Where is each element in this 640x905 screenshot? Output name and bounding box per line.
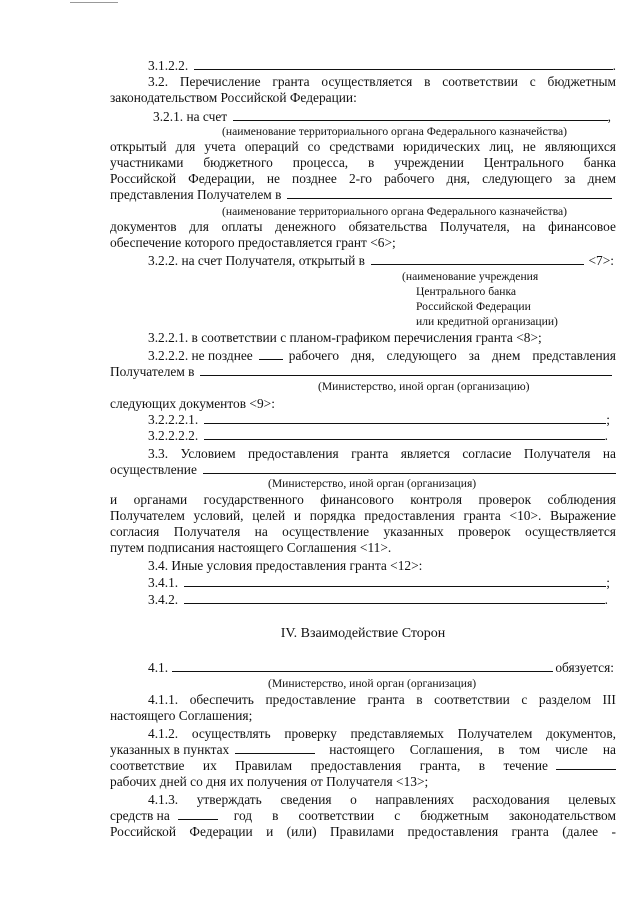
word: осуществление (282, 524, 370, 539)
word: условий, (193, 508, 244, 523)
word: за (468, 348, 480, 363)
word: (или) (286, 824, 317, 839)
word: разделом (538, 692, 591, 707)
word: бюджетного (203, 155, 273, 170)
word: рабочего (288, 348, 340, 363)
caption-treasury: (наименование территориального органа Федерального казначейства) (222, 125, 568, 138)
clause-4-1-3-line-3 (110, 824, 616, 840)
word: открытый (110, 139, 167, 154)
word: предоставления (248, 446, 339, 461)
word: обязательства (348, 219, 428, 234)
caption-ministry: (Министерство, иной орган (организация) (268, 677, 477, 690)
word: контроля (410, 492, 462, 507)
word: соответствии (442, 74, 518, 89)
word: проверку (284, 726, 337, 741)
word: сведения (280, 792, 332, 807)
word: направлениях (375, 792, 455, 807)
word: Получателя, (439, 219, 510, 234)
word: Получателем (110, 508, 185, 523)
scan-mark (70, 2, 118, 3)
word: 4.1.1. (148, 692, 179, 707)
word: Российской (110, 824, 176, 839)
word: денежного (275, 219, 336, 234)
treasury-blank (287, 187, 612, 199)
clause-3-2-2: 3.2.2. на счет Получателя, открытый в <7>: (148, 253, 614, 268)
word: оплаты (221, 219, 263, 234)
clause-3-2-2-2-2: 3.2.2.2.2. . (148, 428, 608, 443)
word: Правилами (329, 824, 395, 839)
clause-3-2-line-1 (148, 74, 616, 90)
word: финансового (320, 492, 394, 507)
word: документов, (546, 726, 616, 741)
word: - (611, 824, 616, 839)
word: средствами (329, 139, 395, 154)
word: юридических (403, 139, 481, 154)
year-blank (178, 808, 218, 820)
clause-3-2-2-1: 3.2.2.1. в соответствии с планом-графиком перечисления гранта <8>; (148, 330, 542, 345)
caption-ministry: (Министерство, иной орган (организация) (268, 477, 477, 490)
word: бюджетным (420, 808, 489, 823)
clause-3-4-2: 3.4.2. . (148, 592, 608, 607)
word: Условием (180, 446, 236, 461)
word: с (394, 808, 401, 823)
caption-treasury: (наименование территориального органа Федерального казначейства) (222, 205, 568, 218)
word: гранта (511, 824, 549, 839)
clause-3-2-2-2-1: 3.2.2.2.1. ; (148, 412, 610, 427)
word: утверждать (196, 792, 262, 807)
word: соответствии (298, 808, 375, 823)
word: бюджетным (547, 74, 616, 89)
clause-3-2-1-line-7: обеспечение которого предоставляется грант <6>; (110, 235, 396, 250)
word: следующего (386, 348, 457, 363)
word: <10>. (509, 508, 542, 523)
clause-3-4: 3.4. Иные условия предоставления гранта <12>: (148, 558, 423, 573)
word: предоставления (310, 758, 402, 773)
caption-bank-4: или кредитной организации) (416, 315, 558, 328)
word: 4.1.3. (148, 792, 179, 807)
word: 4.1.2. (148, 726, 179, 741)
clause-3-3-line-2: осуществление (110, 462, 616, 478)
word: Российской (110, 171, 176, 186)
word: проверок (478, 492, 532, 507)
word: числе (555, 742, 588, 757)
word: с (521, 692, 528, 707)
clause-3-2-2-2-line-3: следующих документов <9>: (110, 396, 275, 411)
clause-3-2-1-line-2 (110, 139, 616, 155)
word: Получателем (457, 726, 533, 741)
word: согласия (110, 524, 160, 539)
word: для (175, 139, 196, 154)
clause-3-2-2-2-line-2: Получателем в (110, 364, 612, 380)
word: участниками (110, 155, 184, 170)
word: финансовое (548, 219, 616, 234)
word: в (416, 692, 423, 707)
word: учета (204, 139, 236, 154)
clause-3-3-line-6: путем подписания настоящего Соглашения <11>. (110, 540, 392, 555)
ministry-blank (200, 364, 612, 376)
word: осуществлять (191, 726, 271, 741)
clause-3-2-2-2-line-1: 3.2.2.2. не позднее рабочего дня, следующего за днем представления (148, 348, 616, 363)
word: гранта, (419, 758, 461, 773)
word: указанных (383, 524, 444, 539)
clause-3-2-1-line-5: представления Получателем в (110, 187, 612, 203)
word: учреждении (394, 155, 464, 170)
word: Правилам (235, 758, 293, 773)
word: не (522, 139, 536, 154)
word: является (400, 446, 450, 461)
word: документов (110, 219, 177, 234)
clause-4-1-2-line-4: рабочих дней со дня их получения от Получателя <13>; (110, 774, 429, 789)
word: о (350, 792, 357, 807)
word: банка (583, 155, 616, 170)
word: Федерации, (188, 171, 255, 186)
clause-3-2-1-line-6 (110, 219, 616, 235)
clause-4-1-1-line-2: настоящего Соглашения; (110, 708, 253, 723)
word: днем (491, 348, 521, 363)
word: осуществляется (321, 74, 413, 89)
word: государственного (203, 492, 304, 507)
word: дня, (446, 171, 471, 186)
word: целей (252, 508, 286, 523)
word: за (564, 171, 576, 186)
days-blank (259, 348, 283, 360)
word: обеспечить (189, 692, 254, 707)
word: операций (244, 139, 299, 154)
blank-line (204, 428, 604, 440)
word: лиц, (489, 139, 514, 154)
word: органами (133, 492, 188, 507)
word: согласие (462, 446, 512, 461)
word: III (602, 692, 616, 707)
caption-ministry: (Министерство, иной орган (организацию) (318, 380, 530, 393)
blank-line (184, 592, 605, 604)
clause-4-1-2-line-1 (148, 726, 616, 742)
clause-3-3-line-4 (110, 508, 616, 524)
word: 3.3. (148, 446, 169, 461)
blank-line (204, 412, 606, 424)
word: рабочего (384, 171, 435, 186)
word: гранта (367, 692, 405, 707)
word: 3.2. (148, 74, 169, 89)
word: процесса, (292, 155, 349, 170)
word: позднее (292, 171, 337, 186)
word: Соглашения, (409, 742, 483, 757)
word: их (202, 758, 217, 773)
clause-4-1-1-line-1 (148, 692, 616, 708)
word: Центрального (483, 155, 564, 170)
word: порядка (309, 508, 356, 523)
word: в (368, 155, 375, 170)
word: следующего (482, 171, 553, 186)
word: течение (503, 758, 548, 773)
word: являющихся (544, 139, 616, 154)
word: расходования (472, 792, 550, 807)
word: предоставления (364, 508, 455, 523)
word: Выражение (550, 508, 616, 523)
blank-line (184, 575, 606, 587)
word: Перечисление (179, 74, 261, 89)
word: в (498, 742, 505, 757)
word: год (233, 808, 253, 823)
clause-4-1: 4.1. обязуется: (148, 660, 614, 675)
word: представления (532, 348, 616, 363)
blank-line (194, 58, 612, 70)
treasury-blank (233, 109, 608, 121)
word: в (272, 808, 279, 823)
word: и (293, 508, 302, 523)
word: проверок (458, 524, 511, 539)
word: на (522, 219, 536, 234)
word: настоящего (329, 742, 395, 757)
word: 2-го (348, 171, 372, 186)
word: гранта (272, 74, 310, 89)
word: днем (587, 171, 616, 186)
word: законодательством (508, 808, 616, 823)
word: представляемых (350, 726, 444, 741)
clause-3-1-2-2: 3.1.2.2. . (148, 58, 616, 73)
word: предоставления (407, 824, 499, 839)
clause-3-2-1-line-1: 3.2.1. на счет , (153, 109, 611, 124)
clause-3-3-line-3 (110, 492, 616, 508)
clause-number: 3.1.2.2. (148, 58, 189, 73)
clause-4-1-2-line-3 (110, 758, 616, 774)
word: осуществляется (525, 524, 616, 539)
word: в (424, 74, 431, 89)
word: том (519, 742, 541, 757)
section-heading: IV. Взаимодействие Сторон (280, 626, 446, 641)
clause-3-3-line-5 (110, 524, 616, 540)
caption-bank-1: (наименование учреждения (402, 270, 539, 283)
word: Федерации (189, 824, 253, 839)
word: (далее (562, 824, 599, 839)
word: предоставление (265, 692, 356, 707)
caption-bank-2: Центрального банка (416, 285, 517, 298)
word: Получателя (523, 446, 591, 461)
word: на (254, 524, 268, 539)
word: соответствии (434, 692, 510, 707)
word: со (307, 139, 321, 154)
word: гранта (351, 446, 389, 461)
ministry-blank (172, 660, 553, 672)
bank-blank (371, 253, 584, 265)
word: на (602, 446, 616, 461)
word: целевых (568, 792, 616, 807)
items-blank (235, 742, 315, 754)
word: для (189, 219, 209, 234)
clause-3-3-line-1 (148, 446, 616, 462)
word: Получателя (173, 524, 241, 539)
clause-3-2-line-2: законодательством Российской Федерации: (110, 90, 357, 105)
word: на (602, 742, 616, 757)
clause-4-1-2-line-2: указанных в пунктах настоящего Соглашения, в том числе на (110, 742, 616, 757)
word: с (529, 74, 536, 89)
caption-bank-3: Российской Федерации (416, 300, 531, 313)
word: и (110, 492, 118, 507)
word: гранта (463, 508, 501, 523)
word: соответствие (110, 758, 185, 773)
clause-4-1-3-line-2: средств на год в соответствии с бюджетным законодательством (110, 808, 616, 823)
clause-3-4-1: 3.4.1. ; (148, 575, 610, 590)
word: соблюдения (547, 492, 616, 507)
clause-3-2-1-line-4 (110, 171, 616, 187)
clause-4-1-3-line-1 (148, 792, 616, 808)
clause-3-2-1-line-3 (110, 155, 616, 171)
word: не (266, 171, 280, 186)
word: дня, (351, 348, 375, 363)
word: в (478, 758, 486, 773)
ministry-blank (203, 462, 616, 474)
word: и (266, 824, 274, 839)
days-blank (556, 758, 616, 770)
